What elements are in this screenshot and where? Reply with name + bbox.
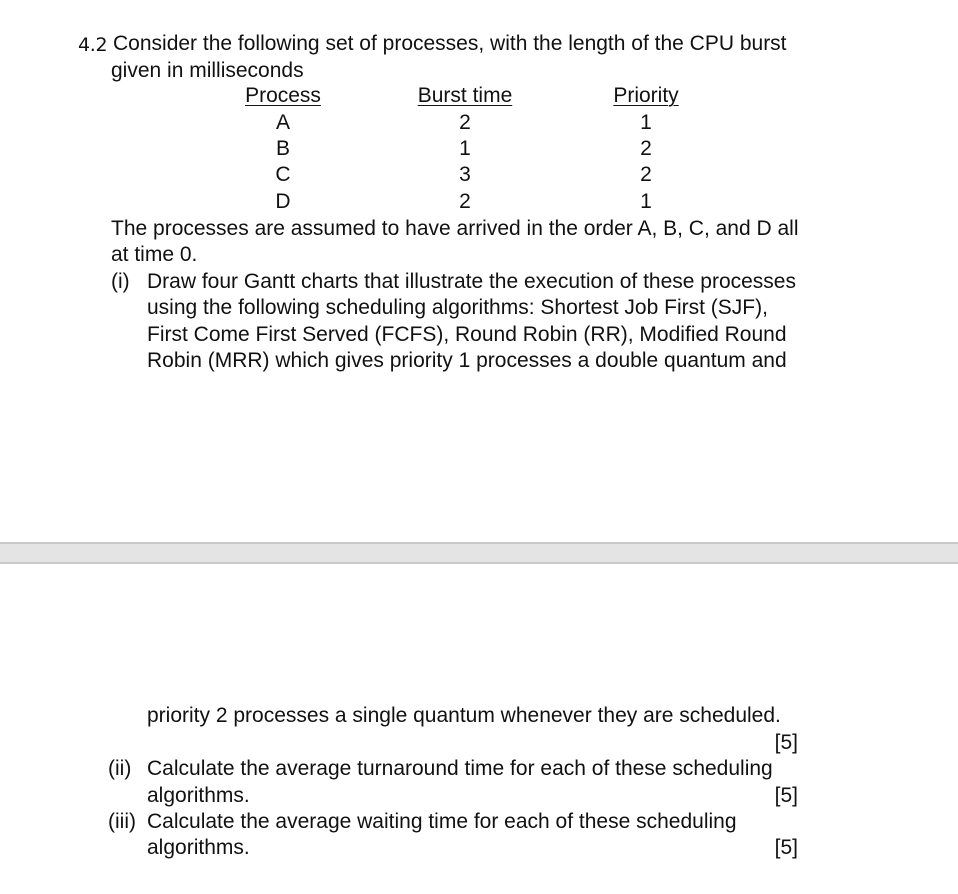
part-iii-label: (iii) (108, 810, 136, 833)
table-cell-priority: 2 (640, 163, 652, 186)
table-cell-process: B (275, 137, 290, 160)
part-ii-line1: Calculate the average turnaround time for each of these scheduling (147, 757, 773, 780)
part-iii-line2: algorithms. (147, 836, 250, 859)
page-break-divider (0, 542, 958, 564)
part-iii-marks: [5] (774, 836, 798, 859)
part-ii-label: (ii) (108, 757, 132, 780)
table-cell-burst: 2 (459, 111, 471, 134)
table-cell-process: C (275, 163, 291, 186)
table-cell-priority: 2 (640, 137, 652, 160)
table-cell-burst: 3 (459, 163, 471, 186)
part-ii-line2: algorithms. (147, 784, 250, 807)
part-iii-line1: Calculate the average waiting time for each of these scheduling (147, 810, 737, 833)
table-header-process: Process (245, 84, 321, 107)
table-header-priority: Priority (613, 84, 679, 107)
part-i-line: First Come First Served (FCFS), Round Robin (RR), Modified Round (147, 323, 787, 346)
part-i-label: (i) (111, 270, 130, 293)
part-i-line: using the following scheduling algorithms: Shortest Job First (SJF), (147, 296, 768, 319)
part-i-marks: [5] (774, 731, 798, 754)
part-ii-marks: [5] (774, 784, 798, 807)
part-i-line: Robin (MRR) which gives priority 1 processes a double quantum and (147, 349, 787, 372)
arrival-line1: The processes are assumed to have arrived in the order A, B, C, and D all (111, 217, 799, 240)
question-intro-line2: given in milliseconds (111, 59, 304, 82)
table-header-burst: Burst time (417, 84, 513, 107)
question-number: 4.2 (78, 34, 108, 56)
part-i-line: Draw four Gantt charts that illustrate the execution of these processes (147, 270, 796, 293)
table-cell-burst: 2 (459, 190, 471, 213)
question-intro-line1: Consider the following set of processes, with the length of the CPU burst (113, 32, 787, 55)
table-cell-priority: 1 (640, 111, 652, 134)
table-cell-process: D (275, 190, 291, 213)
table-cell-process: A (275, 111, 290, 134)
table-cell-burst: 1 (459, 137, 471, 160)
table-cell-priority: 1 (640, 190, 652, 213)
arrival-line2: at time 0. (111, 243, 198, 266)
part-i-continuation: priority 2 processes a single quantum whenever they are scheduled. (147, 704, 781, 727)
